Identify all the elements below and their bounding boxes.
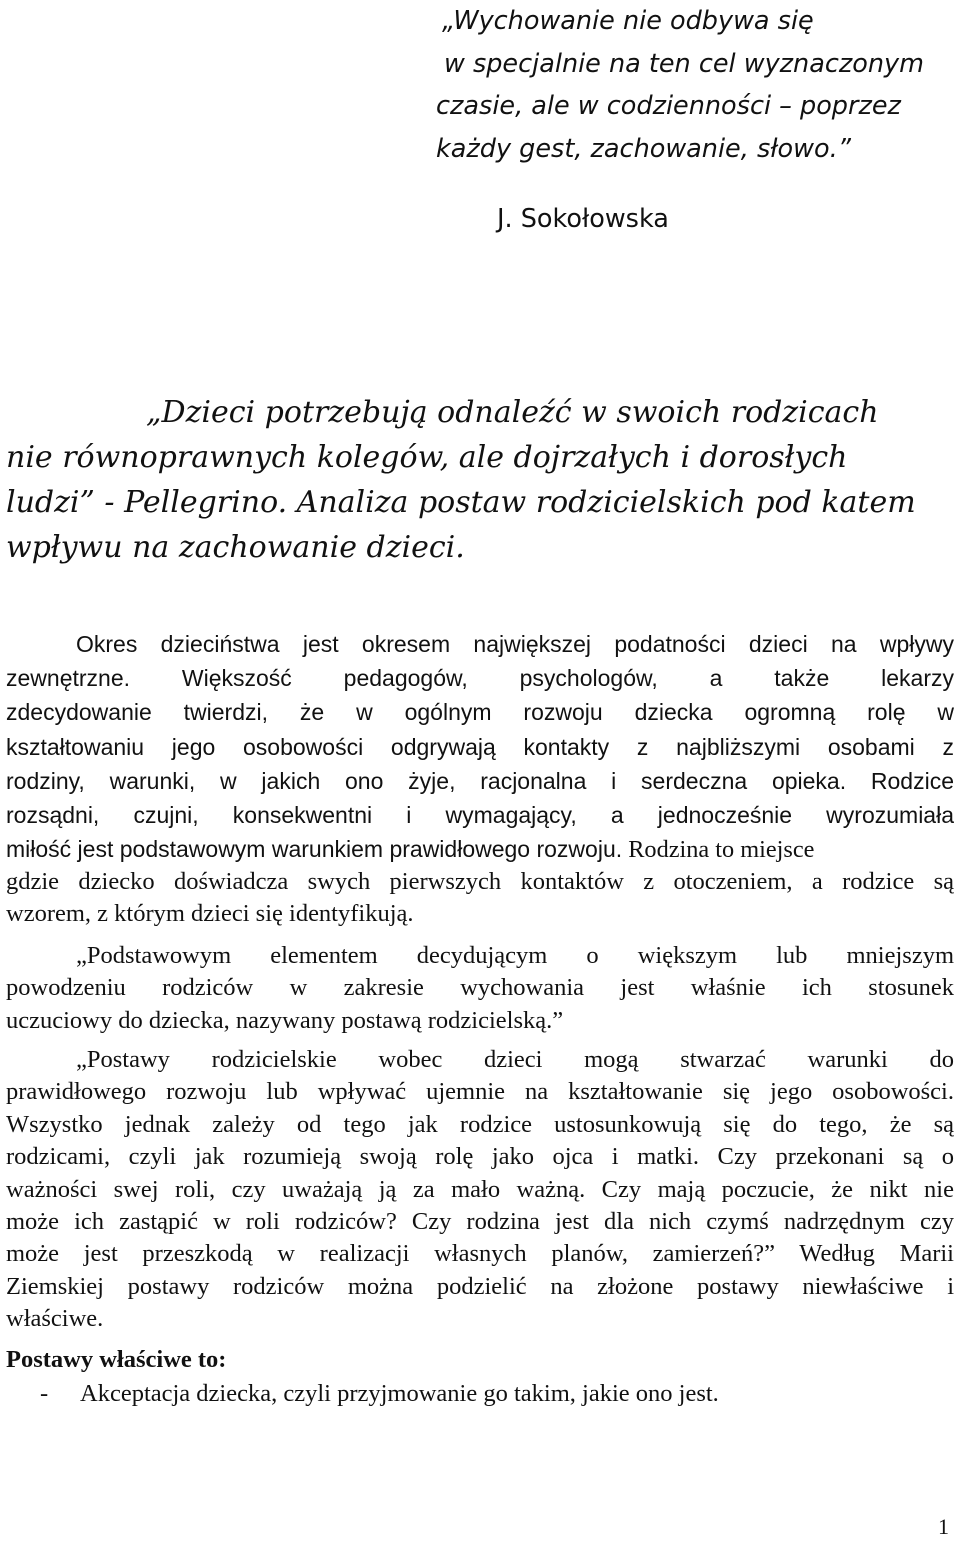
title-line: wpływu na zachowanie dzieci. bbox=[6, 530, 465, 565]
paragraph-line: Ziemskiej postawy rodziców można podzielić na złożone postawy niewłaściwe i bbox=[6, 1272, 954, 1300]
paragraph-line: zdecydowanie twierdzi, że w ogólnym rozwoju dziecka ogromną rolę w bbox=[6, 699, 954, 726]
paragraph-3 bbox=[6, 940, 954, 1037]
title-line: ludzi” - Pellegrino. Analiza postaw rodzicielskich pod katem bbox=[6, 485, 916, 520]
title-line: nie równoprawnych kolegów, ale dojrzałych i dorosłych bbox=[6, 440, 848, 475]
paragraph-line: zewnętrzne. Większość pedagogów, psychologów, a także lekarzy bbox=[6, 665, 954, 692]
title-line: „Dzieci potrzebują odnaleźć w swoich rodzicach bbox=[146, 395, 879, 430]
section-heading: Postawy właściwe to: bbox=[6, 1346, 227, 1373]
paragraph-4 bbox=[6, 1044, 954, 1336]
paragraph-line: powodzeniu rodziców w zakresie wychowania jest właśnie ich stosunek bbox=[6, 974, 954, 1002]
paragraph-line: ważności swej roli, czy uważają ją za mało ważną. Czy mają poczucie, że nikt nie bbox=[6, 1175, 954, 1203]
paragraph-line: Wszystko jednak zależy od tego jak rodzice ustosunkowują się do tego, że są bbox=[6, 1110, 954, 1138]
paragraph-line: Okres dzieciństwa jest okresem największej podatności dzieci na wpływy bbox=[76, 631, 954, 657]
paragraph-line-start: miłość jest podstawowym warunkiem prawidłowego rozwoju. bbox=[6, 836, 623, 863]
paragraph-line: rozsądni, czujni, konsekwentni i wymagający, a jednocześnie wyrozumiała bbox=[6, 802, 954, 829]
paragraph-2 bbox=[6, 866, 954, 931]
paragraph-line: może ich zastąpić w roli rodziców? Czy rodzina jest dla nich czymś nadrzędnym czy bbox=[6, 1208, 954, 1236]
paragraph-1 bbox=[6, 627, 954, 867]
list-item bbox=[40, 1380, 719, 1408]
paragraph-line: gdzie dziecko doświadcza swych pierwszych kontaktów z otoczeniem, a rodzice są bbox=[6, 868, 954, 895]
motto-author: J. Sokołowska bbox=[497, 204, 669, 234]
list-item-text: Akceptacja dziecka, czyli przyjmowanie go takim, jakie ono jest. bbox=[80, 1380, 719, 1407]
paragraph-line bbox=[6, 832, 954, 867]
motto-quote bbox=[430, 0, 950, 170]
paragraph-line: rodziny, warunki, w jakich ono żyje, racjonalna i serdeczna opieka. Rodzice bbox=[6, 767, 954, 794]
paragraph-line-tail: Rodzina to miejsce bbox=[622, 836, 815, 864]
motto-line: każdy gest, zachowanie, słowo.” bbox=[436, 133, 851, 164]
paragraph-line: wzorem, z którym dzieci się identyfikują. bbox=[6, 900, 414, 928]
page-number: 1 bbox=[938, 1514, 949, 1539]
motto-line: czasie, ale w codzienności – poprzez bbox=[436, 91, 901, 121]
paragraph-line: może jest przeszkodą w realizacji własnych planów, zamierzeń?” Według Marii bbox=[6, 1240, 954, 1268]
paragraph-line: prawidłowego rozwoju lub wpływać ujemnie na kształtowanie się jego osobowości. bbox=[6, 1078, 954, 1106]
paragraph-line: uczuciowy do dziecka, nazywany postawą rodzicielską.” bbox=[6, 1006, 564, 1034]
paragraph-line: „Podstawowym elementem decydującym o większym lub mniejszym bbox=[76, 942, 954, 969]
bullet-dash: - bbox=[40, 1380, 49, 1407]
paragraph-line: „Postawy rodzicielskie wobec dzieci mogą stwarzać warunki do bbox=[76, 1046, 954, 1073]
paragraph-line: kształtowaniu jego osobowości odgrywają kontakty z najbliższymi osobami z bbox=[6, 733, 954, 760]
paragraph-line: rodzicami, czyli jak rozumieją swoją rolę jako ojca i matki. Czy przekonani są o bbox=[6, 1143, 954, 1171]
motto-line: w specjalnie na ten cel wyznaczonym bbox=[444, 48, 924, 79]
motto-line: „Wychowanie nie odbywa się bbox=[442, 6, 814, 36]
paragraph-line: właściwe. bbox=[6, 1305, 104, 1333]
document-title bbox=[6, 390, 951, 570]
